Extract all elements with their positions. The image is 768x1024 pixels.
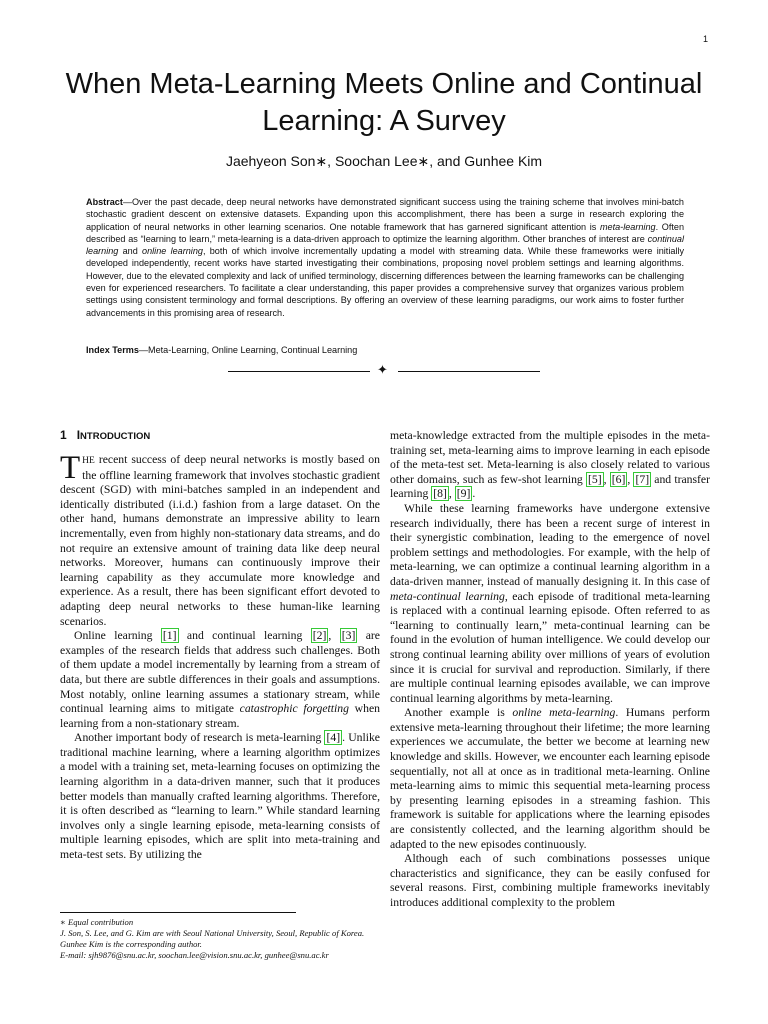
paragraph-text: Although each of such combinations possesses unique characteristics and significance, they can be easily confused for several reasons. First, combining multiple frameworks inevitably introduces additional complexity to the problem <box>390 852 710 909</box>
paragraph <box>390 502 710 706</box>
section-title-initial: I <box>76 428 81 442</box>
footnotes <box>60 917 380 961</box>
paragraph-text: Another example is <box>404 706 513 720</box>
citation-link[interactable]: [1] <box>162 629 177 643</box>
emphasis: online meta-learning <box>512 706 616 720</box>
paragraph <box>390 852 710 910</box>
abstract-emphasis: continual learning <box>86 233 684 257</box>
abstract-text: and <box>118 246 143 257</box>
paragraph-text: Another important body of research is meta-learning <box>74 731 325 745</box>
diamond-icon: ✦ <box>377 362 388 377</box>
abstract-emphasis: online learning <box>142 246 203 257</box>
page-number: 1 <box>702 34 708 44</box>
abstract-text: —Over the past decade, deep neural networks have demonstrated significant success using the training scheme that involves mini-batch stochastic gradient descent on extensive datasets. Expanding upon this accomplishment, there has been a surge in research exploring the application of neural networks in other learning scenarios. One notable framework that has garnered significant attention is <box>86 197 684 232</box>
paragraph-text: Online learning <box>74 629 161 643</box>
abstract-emphasis: meta-learning <box>599 221 656 232</box>
paragraph <box>60 731 380 862</box>
paragraph-text: . Humans perform extensive meta-learning throughout their lifetime; the more learning experiences we accumulate, the better we become at learning new knowledge and skills. However, we encounter each learning episode sequentially, not all at once as in traditional meta-learning. Online meta-learning aims to mimic this sequential meta-learning process by presenting learning episodes in a streaming fashion. This framework is suitable for applications where the learning episodes are consistently collected, and the learning algorithm should be adapted to the new episodes continuously. <box>390 706 710 851</box>
emphasis: meta-continual learning <box>390 589 505 603</box>
citation-link[interactable]: [8] <box>433 487 447 501</box>
divider-line-right <box>398 371 540 372</box>
citation-link[interactable]: [5] <box>587 472 602 486</box>
paper-title: When Meta-Learning Meets Online and Continual Learning: A Survey <box>65 68 703 137</box>
paragraph <box>390 706 710 852</box>
footnote-affiliation: J. Son, S. Lee, and G. Kim are with Seoul National University, Seoul, Republic of Korea. Gunhee Kim is the corresponding author. <box>60 928 365 949</box>
citation-link[interactable]: [7] <box>635 472 650 486</box>
left-column <box>60 450 380 863</box>
citation-link[interactable]: [9] <box>456 487 471 501</box>
abstract-label: Abstract <box>86 197 123 207</box>
footnote-rule <box>60 912 296 913</box>
footnote-equal-contribution: ∗ Equal contribution <box>60 917 134 927</box>
paragraph-text: While these learning frameworks have undergone extensive research individually, there has been a recent surge of interest in their synergistic combination, leading to the emergence of novel problem settings and methodologies. For example, with the help of meta-learning, we can optimize a continual learning algorithm in a data-driven manner, instead of manually designing it. In this case of <box>390 501 710 588</box>
citation-link[interactable]: [6] <box>611 472 626 486</box>
paragraph <box>390 429 710 502</box>
paragraph-text: , <box>448 487 455 501</box>
paragraph-text: , <box>627 472 634 486</box>
section-heading <box>60 428 380 442</box>
dropcap: T <box>60 450 81 486</box>
paragraph-text: . <box>472 487 476 501</box>
citation-link[interactable]: [3] <box>341 629 356 643</box>
paragraph-text: , <box>603 472 610 486</box>
section-title-rest: NTRODUCTION <box>80 431 151 442</box>
abstract-text: . Often described as “learning to learn,” meta-learning is a data-driven approach to optimize the learning algorithm. Other branches of interest are <box>86 221 684 244</box>
paragraph-text: recent success of deep neural networks is mostly based on the offline learning framework that involves stochastic gradient descent (SGD) with mini-batches sampled in an independent and identically distributed (i.i.d.) fashion from a large dataset. On the other hand, humans demonstrate an impressive ability to learn incrementally, even from highly non-stationary data streams, and do not require an extensive amount of training data like deep neural networks. Moreover, humans can continuously improve their learning capability as they accumulate more knowledge and experience. As a result, there has been significant effort devoted to adapting deep neural networks to these human-like learning scenarios. <box>60 453 380 628</box>
footnote-email: E-mail: sjh9876@snu.ac.kr, soochan.lee@vision.snu.ac.kr, gunhee@snu.ac.kr <box>60 950 329 960</box>
citation-link[interactable]: [4] <box>326 731 341 745</box>
smallcaps-word: HE <box>82 456 95 466</box>
paragraph-text: and transfer learning <box>390 472 711 501</box>
abstract <box>86 196 684 319</box>
paragraph-text: . Unlike traditional machine learning, where a learning algorithm optimizes a model with a training set, meta-learning focuses on optimizing the learning algorithm in a data-driven manner, such that it produces better models than manually crafted learning algorithms. Therefore, it is often described as “learning to learn.” While standard learning involves only a single learning episode, meta-learning consists of multiple learning episodes, which are split into meta-training and meta-test sets. By utilizing the <box>60 731 380 862</box>
index-terms <box>86 345 684 355</box>
section-number: 1 <box>60 428 67 442</box>
emphasis: catastrophic forgetting <box>239 702 349 716</box>
abstract-text: , both of which involve incrementally updating a model with streaming data. While these frameworks were initially developed independently, recent works have started investigating their combinations, proposing novel problem settings and learning algorithms. However, due to the elevated complexity and lack of unified terminology, discerning differences between the learning frameworks can be challenging even for experienced researchers. To facilitate a clear understanding, this paper provides a comprehensive survey that organizes various problem settings using consistent terminology and formal descriptions. By offering an overview of these learning paradigms, our work aims to foster further advancements in this promising area of research. <box>86 246 684 318</box>
section-divider <box>228 362 540 379</box>
paragraph-text: meta-knowledge extracted from the multiple episodes in the meta-training set, meta-learning aims to improve learning in each episode of the meta-test set. Meta-learning is also closely related to various other domains, such as few-shot learning <box>390 429 710 486</box>
paragraph-text: are examples of the research fields that address such challenges. Both of them update a model incrementally by learning from a stream of data, but there are subtle differences in their goals and assumptions. Most notably, online learning assumes a stationary stream, while continual learning aims to mitigate <box>60 629 380 716</box>
paragraph <box>60 450 380 629</box>
right-column <box>390 429 710 911</box>
author-list: Jaehyeon Son∗, Soochan Lee∗, and Gunhee Kim <box>225 153 543 169</box>
paragraph-text: when learning from a non-stationary stream. <box>60 702 380 730</box>
paragraph-text: , each episode of traditional meta-learning is replaced with a continual learning episode. Often referred to as “learning to continually learn,” meta-continual learning can be found in the evolution of human intelligence. We could develop our strong continual learning ability over millions of years of evolution since it is crucial for survival and reproduction. Similarly, if there are multiple continual learning episodes available, we can improve continual learning algorithms by meta-learning. <box>390 589 710 705</box>
divider-line-left <box>228 371 370 372</box>
paragraph-text: and continual learning <box>178 629 311 643</box>
citation-link[interactable]: [2] <box>312 629 327 643</box>
index-terms-label: Index Terms <box>86 345 139 355</box>
paragraph-text: , <box>328 629 340 643</box>
paragraph <box>60 629 380 731</box>
index-terms-text: —Meta-Learning, Online Learning, Continual Learning <box>138 345 358 355</box>
